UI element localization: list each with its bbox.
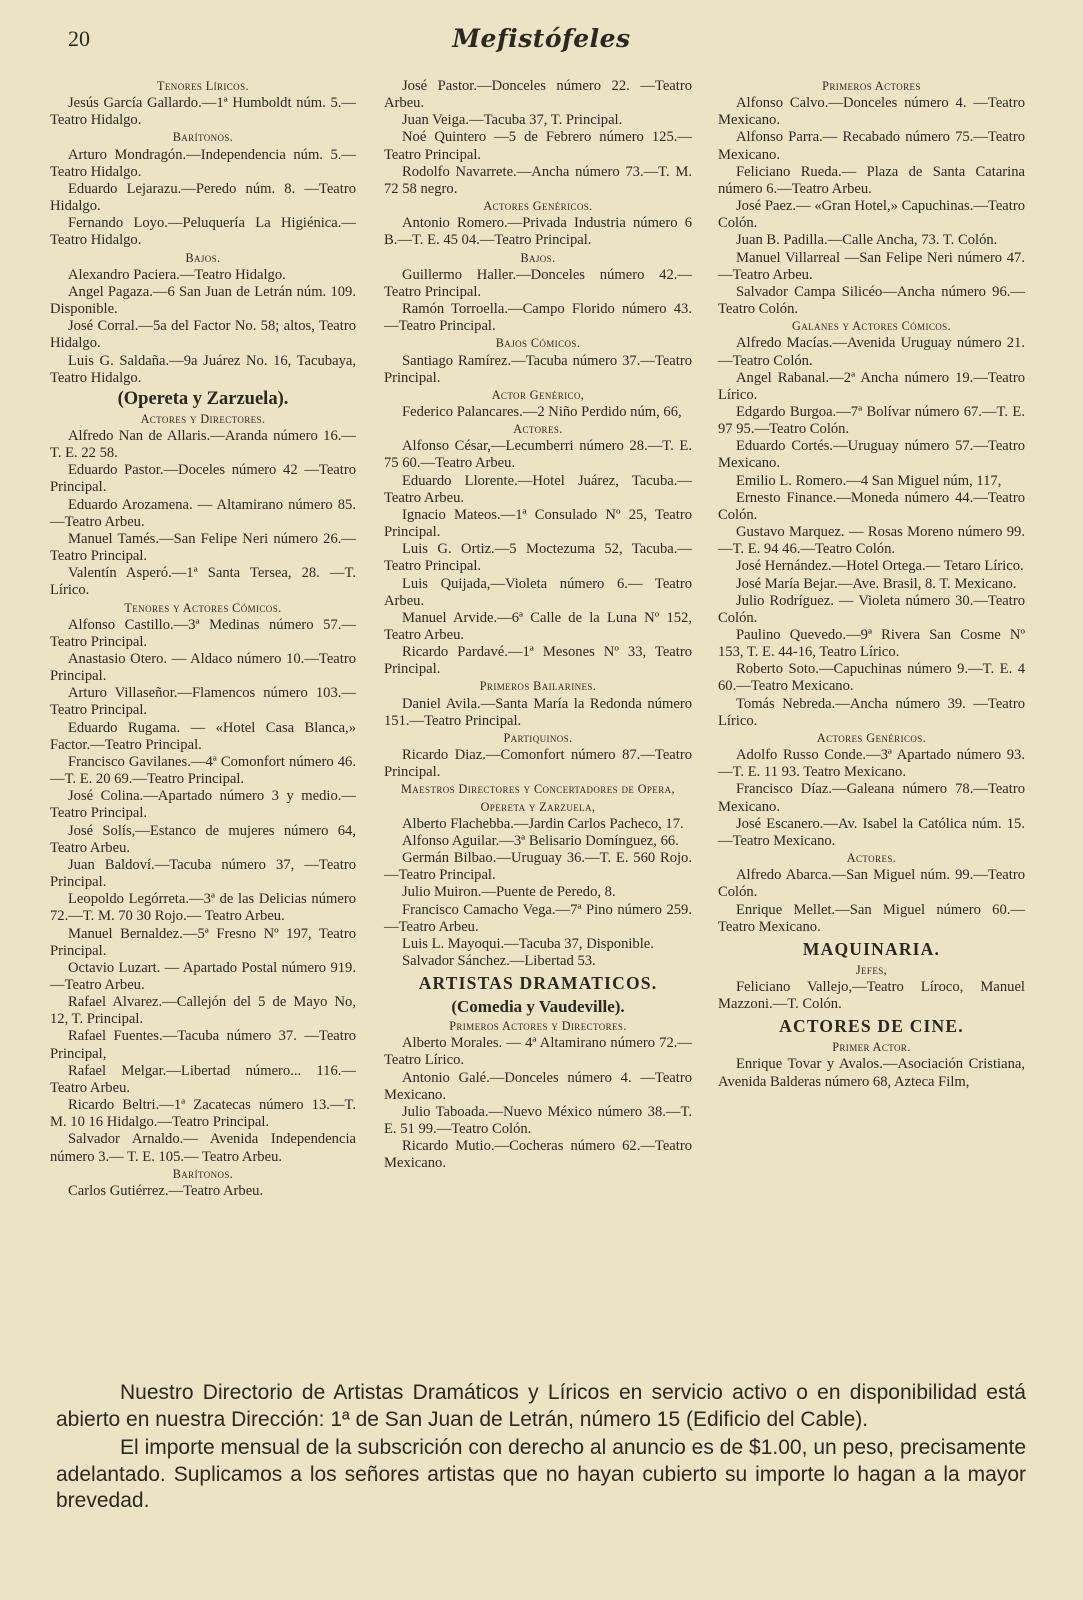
section-heading: Barítonos. [172,1166,234,1181]
section-heading: Barítonos. [172,130,234,145]
section-heading: Actor Genérico, [491,387,585,402]
section-heading: Galanes y Actores Cómicos. [792,319,951,334]
directory-entry: Carlos Gutiérrez.—Teatro Arbeu. [68,1182,264,1199]
directory-entry: Alfonso Castillo.—3ª Medinas número 57.—Teatro Principal. [50,616,356,650]
column-middle [384,78,692,1173]
directory-entry: Francisco Camacho Vega.—7ª Pino número 259.—Teatro Arbeu. [384,901,692,935]
section-heading: Primeros Bailarines. [479,679,597,694]
directory-entry: Alfonso Parra.— Recabado número 75.—Teatro Mexicano. [718,129,1025,163]
directory-entry: Emilio L. Romero.—4 San Miguel núm, 117, [736,472,1002,489]
directory-entry: Manuel Villarreal —San Felipe Neri número 47.—Teatro Arbeu. [718,249,1025,283]
directory-entry: Alexandro Paciera.—Teatro Hidalgo. [68,266,286,283]
directory-entry: Eduardo Llorente.—Hotel Juárez, Tacuba.—Teatro Arbeu. [384,472,692,506]
directory-entry: Julio Rodríguez. — Violeta número 30.—Teatro Colón. [718,592,1025,626]
directory-entry: Germán Bilbao.—Uruguay 36.—T. E. 560 Rojo.—Teatro Principal. [384,850,692,884]
section-heading: Actores Genéricos. [483,199,593,214]
section-heading: Bajos Cómicos. [495,336,581,351]
directory-entry: Feliciano Vallejo,—Teatro Líroco, Manuel Mazzoni.—T. Colón. [718,978,1025,1013]
directory-entry: Alfredo Macías.—Avenida Uruguay número 21.—Teatro Colón. [718,335,1025,369]
page-header [0,22,1083,62]
directory-entry: Juan B. Padilla.—Calle Ancha, 73. T. Colón. [736,232,998,249]
directory-entry: Antonio Galé.—Donceles número 4. —Teatro Mexicano. [384,1069,692,1103]
magazine-title: Mefistófeles [452,24,631,53]
directory-entry: Fernando Loyo.—Peluquería La Higiénica.—Teatro Hidalgo. [50,215,356,249]
directory-entry: Arturo Villaseñor.—Flamencos número 103.—Teatro Principal. [50,685,356,719]
directory-entry: José Hernández.—Hotel Ortega.— Tetaro Lírico. [736,558,1024,575]
directory-entry: José Escanero.—Av. Isabel la Católica núm. 15.—Teatro Mexicano. [718,815,1025,849]
section-heading: Primeros Actores [822,79,921,93]
directory-entry: Octavio Luzart. — Apartado Postal número 919.—Teatro Arbeu. [50,959,356,993]
directory-entry: Alberto Flachebba.—Jardin Carlos Pacheco, 17. [402,815,684,832]
directory-entry: Salvador Sánchez.—Libertad 53. [402,952,596,969]
page-number: 20 [68,26,90,51]
section-heading: Bajos. [185,250,221,265]
category-subheading: (Comedia y Vaudeville). [451,997,625,1017]
directory-entry: Valentín Asperó.—1ª Santa Tersea, 28. —T. Lírico. [50,565,356,599]
directory-entry: Federico Palancares.—2 Niño Perdido núm, 66, [402,403,682,420]
directory-entry: Enrique Mellet.—San Miguel número 60.—Teatro Mexicano. [718,901,1025,935]
directory-entry: Manuel Bernaldez.—5ª Fresno Nº 197, Teatro Principal. [50,925,356,959]
directory-entry: Tomás Nebreda.—Ancha número 39. —Teatro Lírico. [718,695,1025,729]
directory-entry: Luis Quijada,—Violeta número 6.— Teatro Arbeu. [384,575,692,609]
directory-entry: Anastasio Otero. — Aldaco número 10.—Teatro Principal. [50,651,356,685]
notice-paragraph: Nuestro Directorio de Artistas Dramáticos y Líricos en servicio activo o en disponibilidad está abierto en nuestra Dirección: 1ª de San Juan de Letrán, número 15 (Edificio del Cable). [56,1381,1026,1431]
directory-entry: Alfredo Abarca.—San Miguel núm. 99.—Teatro Colón. [718,867,1025,901]
directory-entry: Eduardo Rugama. — «Hotel Casa Blanca,» Factor.—Teatro Principal. [50,719,356,753]
notice-paragraph: El importe mensual de la subscrición con derecho al anuncio es de $1.00, un peso, precisamente adelantado. Suplicamos a los señores artistas que no hayan cubierto su importe lo hagan a la mayor brevedad. [56,1436,1026,1512]
directory-entry: Julio Muiron.—Puente de Peredo, 8. [402,884,616,901]
directory-entry: Alfonso César,—Lecumberri número 28.—T. E. 75 60.—Teatro Arbeu. [384,438,692,472]
category-heading: (Opereta y Zarzuela). [117,388,289,409]
directory-entry: José Paez.— «Gran Hotel,» Capuchinas.—Teatro Colón. [718,198,1025,232]
directory-entry: Luis L. Mayoqui.—Tacuba 37, Disponible. [402,935,654,952]
directory-entry: Leopoldo Legórreta.—3ª de las Delicias número 72.—T. M. 70 30 Rojo.— Teatro Arbeu. [50,891,356,925]
directory-entry: Julio Taboada.—Nuevo México número 38.—T. E. 51 99.—Teatro Colón. [384,1103,692,1138]
category-heading: ARTISTAS DRAMATICOS. [418,973,658,994]
directory-entry: José Pastor.—Donceles número 22. —Teatro Arbeu. [384,78,692,112]
directory-entry: Adolfo Russo Conde.—3ª Apartado número 93.—T. E. 11 93. Teatro Mexicano. [718,747,1025,781]
directory-entry: Ricardo Beltri.—1ª Zacatecas número 13.—T. M. 10 16 Hidalgo.—Teatro Principal. [50,1097,356,1131]
section-heading: Primer Actor. [832,1040,911,1055]
directory-entry: Edgardo Burgoa.—7ª Bolívar número 67.—T. E. 97 95.—Teatro Colón. [718,403,1025,438]
directory-entry: José Solís,—Estanco de mujeres número 64, Teatro Arbeu. [50,822,356,856]
directory-entry: Eduardo Arozamena. — Altamirano número 85.—Teatro Arbeu. [50,496,356,530]
column-right [718,78,1025,1091]
directory-entry: Eduardo Pastor.—Doceles número 42 —Teatro Principal. [50,462,356,496]
directory-entry: Manuel Arvide.—6ª Calle de la Luna Nº 152, Teatro Arbeu. [384,609,692,643]
directory-entry: Rodolfo Navarrete.—Ancha número 73.—T. M. 72 58 negro. [384,163,692,197]
directory-entry: Rafael Melgar.—Libertad número... 116.—Teatro Arbeu. [50,1062,356,1096]
section-heading: Actores Genéricos. [816,730,927,745]
directory-entry: Angel Pagaza.—6 San Juan de Letrán núm. 109. Disponible. [50,283,356,318]
directory-entry: Paulino Quevedo.—9ª Rivera San Cosme Nº 153, T. E. 44-16, Teatro Lírico. [718,627,1025,661]
directory-entry: José Corral.—5a del Factor No. 58; altos, Teatro Hidalgo. [50,318,356,352]
section-heading: Jefes, [855,962,888,977]
directory-notice [56,1380,1026,1515]
directory-entry: Ricardo Pardavé.—1ª Mesones Nº 33, Teatro Principal. [384,644,692,678]
directory-entry: Alberto Morales. — 4ª Altamirano número 72.—Teatro Lírico. [384,1035,692,1069]
directory-entry: Angel Rabanal.—2ª Ancha número 19.—Teatro Lírico. [718,369,1025,403]
directory-entry: Gustavo Marquez. — Rosas Moreno número 99.—T. E. 94 46.—Teatro Colón. [718,524,1025,558]
directory-entry: Feliciano Rueda.— Plaza de Santa Catarina número 6.—Teatro Arbeu. [718,163,1025,197]
directory-entry: Salvador Campa Silicéo—Ancha número 96.—Teatro Colón. [718,283,1025,318]
section-heading: Maestros Directores y Concertadores de Opera, Opereta y Zarzuela, [401,782,675,814]
column-left [50,78,356,1200]
directory-entry: Rafael Fuentes.—Tacuba número 37. —Teatro Principal, [50,1028,356,1062]
directory-entry: Juan Veiga.—Tacuba 37, T. Principal. [402,112,623,129]
directory-entry: Jesús García Gallardo.—1ª Humboldt núm. 5.—Teatro Hidalgo. [50,95,356,129]
directory-entry: Arturo Mondragón.—Independencia núm. 5.—Teatro Hidalgo. [50,146,356,180]
section-heading: Partiquinos. [503,730,573,745]
directory-entry: Daniel Avila.—Santa María la Redonda número 151.—Teatro Principal. [384,695,692,729]
directory-entry: Enrique Tovar y Avalos.—Asociación Cristiana, Avenida Balderas número 68, Azteca Film, [718,1056,1025,1090]
directory-entry: José María Bejar.—Ave. Brasil, 8. T. Mexicano. [736,575,1017,592]
section-heading: Actores y Directores. [140,411,266,426]
directory-entry: Alfredo Nan de Allaris.—Aranda número 16.—T. E. 22 58. [50,427,356,462]
directory-entry: Francisco Díaz.—Galeana número 78.—Teatro Mexicano. [718,781,1025,815]
directory-entry: Manuel Tamés.—San Felipe Neri número 26.—Teatro Principal. [50,530,356,565]
category-heading: ACTORES DE CINE. [779,1016,964,1037]
directory-entry: Alfonso Aguilar.—3ª Belisario Domínguez, 66. [402,832,679,849]
section-heading: Actores. [846,851,897,866]
section-heading: Bajos. [520,250,556,265]
directory-entry: Ricardo Mutio.—Cocheras número 62.—Teatro Mexicano. [384,1138,692,1172]
section-heading: Tenores y Actores Cómicos. [124,600,282,615]
directory-entry: Antonio Romero.—Privada Industria número 6 B.—T. E. 45 04.—Teatro Principal. [384,215,692,249]
directory-entry: Alfonso Calvo.—Donceles número 4. —Teatro Mexicano. [718,95,1025,129]
directory-entry: Ricardo Diaz.—Comonfort número 87.—Teatro Principal. [384,747,692,781]
category-heading: MAQUINARIA. [802,938,941,959]
directory-entry: Ramón Torroella.—Campo Florido número 43.—Teatro Principal. [384,301,692,335]
directory-entry: Salvador Arnaldo.— Avenida Independencia número 3.— T. E. 105.— Teatro Arbeu. [50,1131,356,1165]
directory-entry: Luis G. Ortiz.—5 Moctezuma 52, Tacuba.—Teatro Principal. [384,541,692,575]
directory-entry: Roberto Soto.—Capuchinas número 9.—T. E. 4 60.—Teatro Mexicano. [718,661,1025,695]
directory-entry: Rafael Alvarez.—Callejón del 5 de Mayo No, 12, T. Principal. [50,994,356,1028]
directory-entry: Ernesto Finance.—Moneda número 44.—Teatro Colón. [718,489,1025,523]
section-heading: Primeros Actores y Directores. [449,1019,627,1034]
directory-entry: Eduardo Cortés.—Uruguay número 57.—Teatro Mexicano. [718,438,1025,472]
section-heading: Tenores Líricos. [157,79,249,93]
directory-entry: Luis G. Saldaña.—9a Juárez No. 16, Tacubaya, Teatro Hidalgo. [50,352,356,386]
section-heading: Actores. [513,422,563,437]
directory-entry: Ignacio Mateos.—1ª Consulado Nº 25, Teatro Principal. [384,506,692,541]
directory-entry: Guillermo Haller.—Donceles número 42.—Teatro Principal. [384,266,692,300]
directory-entry: José Colina.—Apartado número 3 y medio.—Teatro Principal. [50,788,356,822]
directory-entry: Juan Baldoví.—Tacuba número 37, —Teatro Principal. [50,856,356,891]
directory-entry: Noé Quintero —5 de Febrero número 125.—Teatro Principal. [384,129,692,163]
directory-entry: Santiago Ramírez.—Tacuba número 37.—Teatro Principal. [384,352,692,386]
directory-entry: Francisco Gavilanes.—4ª Comonfort número 46.—T. E. 20 69.—Teatro Principal. [50,753,356,788]
directory-entry: Eduardo Lejarazu.—Peredo núm. 8. —Teatro Hidalgo. [50,180,356,215]
